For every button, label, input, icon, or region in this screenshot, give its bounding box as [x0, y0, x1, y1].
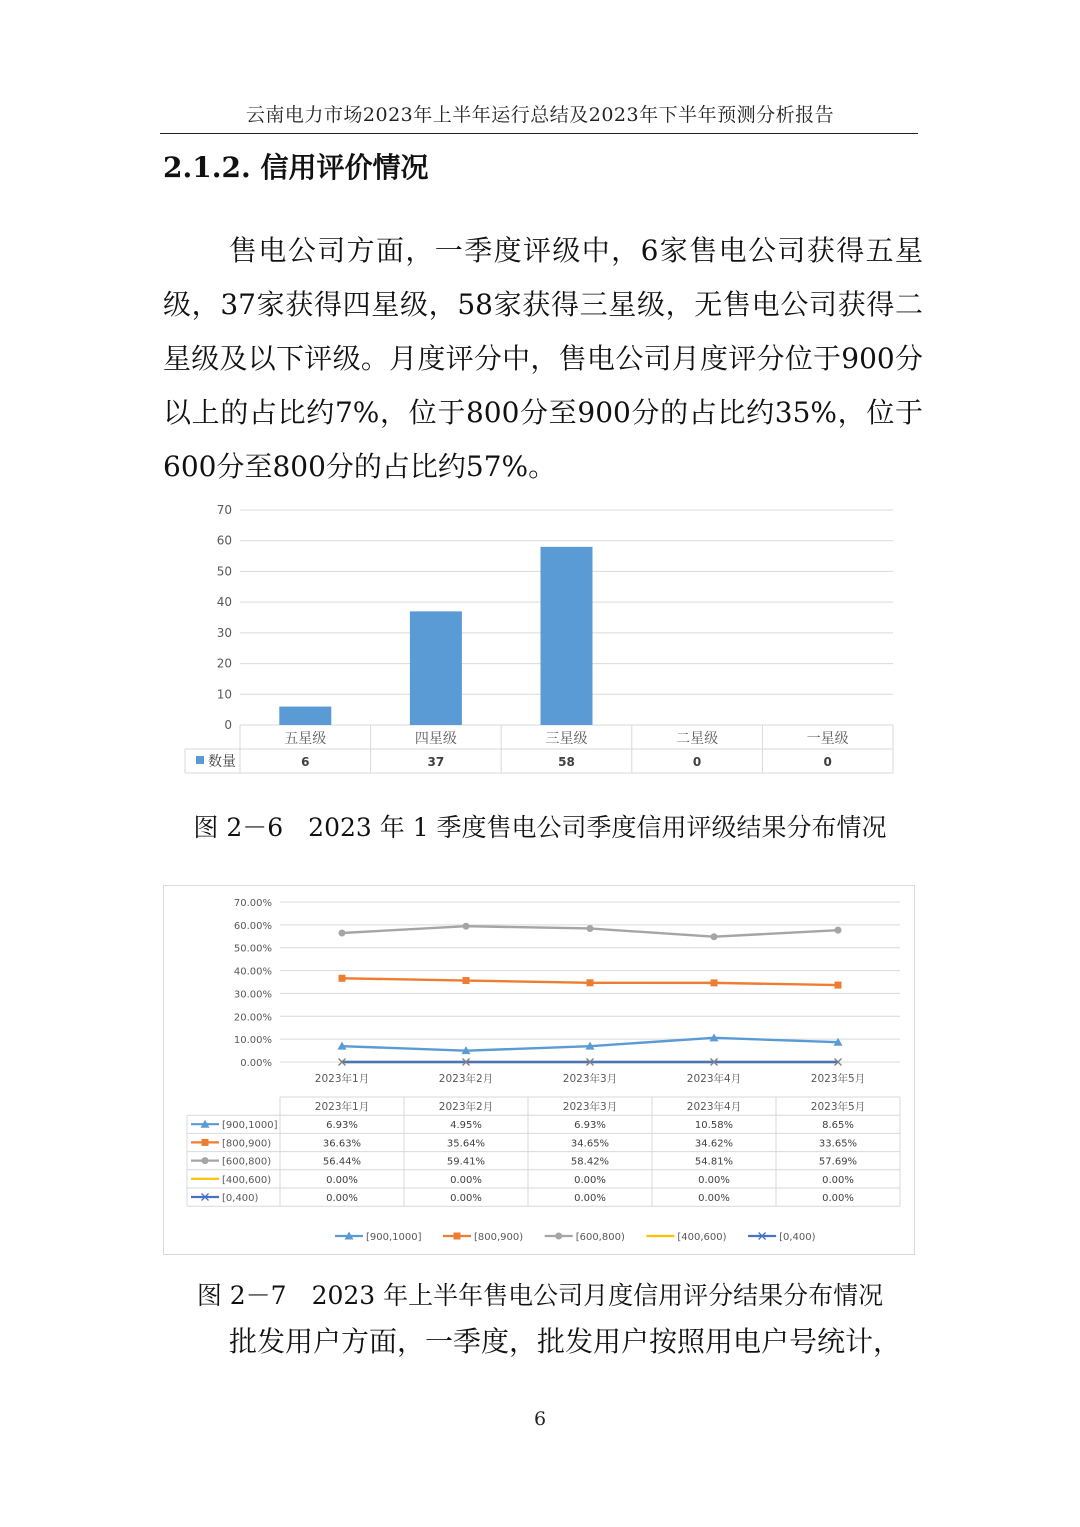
data-table-value: 0.00%	[822, 1193, 854, 1204]
data-table-value: 6.93%	[574, 1120, 606, 1132]
legend-label: [800,900)	[474, 1232, 524, 1243]
bar	[541, 547, 593, 725]
data-table-value: 6.93%	[326, 1120, 358, 1132]
data-point	[835, 982, 842, 989]
y-tick-label: 70.00%	[233, 898, 272, 909]
series-label: [600,800)	[222, 1156, 272, 1168]
x-tick-label: 2023年3月	[562, 1073, 618, 1085]
bar-chart	[180, 495, 910, 785]
category-label: 三星级	[545, 731, 588, 747]
data-point	[835, 927, 842, 934]
data-table-value: 56.44%	[322, 1156, 362, 1168]
y-tick-label: 50.00%	[233, 943, 272, 955]
data-table-value: 58.42%	[570, 1156, 610, 1168]
category-label: 五星级	[284, 731, 327, 747]
category-label: 一星级	[806, 731, 849, 747]
table-header-label: 2023年3月	[562, 1101, 618, 1113]
data-point	[587, 925, 594, 932]
y-tick-label: 20	[216, 656, 232, 671]
y-tick-label: 40	[216, 595, 232, 610]
table-header-label: 2023年4月	[686, 1101, 742, 1113]
data-table-value: 0.00%	[450, 1193, 482, 1204]
data-table-value: 33.65%	[818, 1138, 858, 1150]
data-table-value: 0.00%	[698, 1174, 730, 1186]
tail-paragraph: 批发用户方面，一季度，批发用户按照用电户号统计，	[229, 1325, 902, 1358]
data-table-value: 58	[558, 755, 575, 769]
data-table-value: 10.58%	[694, 1120, 734, 1132]
data-table-value: 35.64%	[446, 1138, 486, 1150]
y-tick-label: 10	[216, 687, 232, 702]
data-table-value: 8.65%	[822, 1120, 854, 1132]
data-table-value: 0	[823, 755, 832, 769]
y-tick-label: 30	[216, 625, 232, 640]
y-tick-label: 60	[216, 533, 232, 548]
data-table-value: 59.41%	[446, 1156, 486, 1168]
legend-swatch	[196, 756, 204, 764]
data-table-value: 0.00%	[574, 1174, 606, 1186]
bar	[279, 707, 331, 725]
data-point	[339, 975, 346, 982]
table-header-label: 2023年1月	[314, 1101, 370, 1113]
data-table-value: 0.00%	[450, 1174, 482, 1186]
data-table-value: 6	[301, 755, 310, 769]
y-tick-label: 20.00%	[233, 1012, 272, 1024]
series-label: [400,600)	[222, 1174, 272, 1186]
y-tick-label: 0	[224, 718, 232, 732]
table-header-label: 2023年2月	[438, 1101, 494, 1113]
data-table-value: 0.00%	[326, 1174, 358, 1186]
line-chart	[163, 885, 915, 1255]
page-header: 云南电力市场2023年上半年运行总结及2023年下半年预测分析报告	[245, 104, 835, 126]
table-legend-marker	[202, 1157, 209, 1164]
y-tick-label: 40.00%	[233, 966, 272, 978]
legend-marker	[555, 1233, 562, 1240]
y-tick-label: 30.00%	[233, 989, 272, 1001]
body-paragraph: 售电公司方面，一季度评级中，6家售电公司获得五星级，37家获得四星级，58家获得三星级，无售电公司获得二星级及以下评级。月度评分中，售电公司月度评分位于900分以上的占比约7%，位于800分至900分的占比约35%，位于600分至800分的占比约57%。	[163, 234, 923, 483]
data-point	[711, 933, 718, 940]
y-tick-label: 50	[216, 564, 232, 579]
table-header-label: 2023年5月	[810, 1101, 866, 1113]
data-table-value: 0.00%	[698, 1193, 730, 1204]
data-table-value: 4.95%	[450, 1120, 482, 1132]
section-title: 2.1.2. 信用评价情况	[163, 151, 429, 184]
legend-label: [0,400)	[779, 1232, 816, 1243]
category-label: 四星级	[414, 731, 457, 747]
series-label: 数量	[208, 754, 236, 770]
legend-label: [900,1000]	[366, 1232, 422, 1243]
data-point	[463, 923, 470, 930]
data-table-value: 0.00%	[822, 1174, 854, 1186]
data-point	[711, 979, 718, 986]
data-table-value: 0	[692, 755, 702, 769]
x-tick-label: 2023年5月	[810, 1073, 866, 1085]
data-table-value: 0.00%	[326, 1193, 358, 1204]
category-label: 二星级	[676, 731, 719, 747]
data-point	[587, 979, 594, 986]
data-table-value: 0.00%	[574, 1193, 606, 1204]
x-tick-label: 2023年1月	[314, 1073, 370, 1085]
table-legend-marker	[202, 1139, 209, 1146]
data-table-value: 57.69%	[818, 1156, 858, 1168]
page-number: 6	[533, 1408, 547, 1430]
figure1-caption: 图 2－6 2023 年 1 季度售电公司季度信用评级结果分布情况	[193, 813, 887, 842]
figure2-caption: 图 2－7 2023 年上半年售电公司月度信用评分结果分布情况	[196, 1281, 884, 1310]
legend-label: [400,600)	[677, 1232, 727, 1243]
data-table-value: 34.62%	[694, 1138, 734, 1150]
y-tick-label: 10.00%	[233, 1035, 272, 1047]
data-table-value: 37	[427, 755, 445, 769]
data-point	[463, 977, 470, 984]
y-tick-label: 0.00%	[240, 1058, 272, 1069]
series-label: [0,400)	[222, 1193, 259, 1204]
data-table-value: 36.63%	[322, 1138, 362, 1150]
y-tick-label: 60.00%	[233, 920, 272, 932]
series-label: [800,900)	[222, 1138, 272, 1150]
data-table-value: 34.65%	[570, 1138, 610, 1150]
header-rule	[160, 133, 918, 134]
bar	[410, 611, 462, 725]
legend-marker	[454, 1233, 461, 1240]
data-table-value: 54.81%	[694, 1156, 734, 1168]
data-point	[339, 929, 346, 936]
x-tick-label: 2023年2月	[438, 1073, 494, 1085]
legend-label: [600,800)	[575, 1232, 625, 1243]
y-tick-label: 70	[216, 503, 232, 517]
x-tick-label: 2023年4月	[686, 1073, 742, 1085]
series-label: [900,1000]	[222, 1120, 278, 1132]
